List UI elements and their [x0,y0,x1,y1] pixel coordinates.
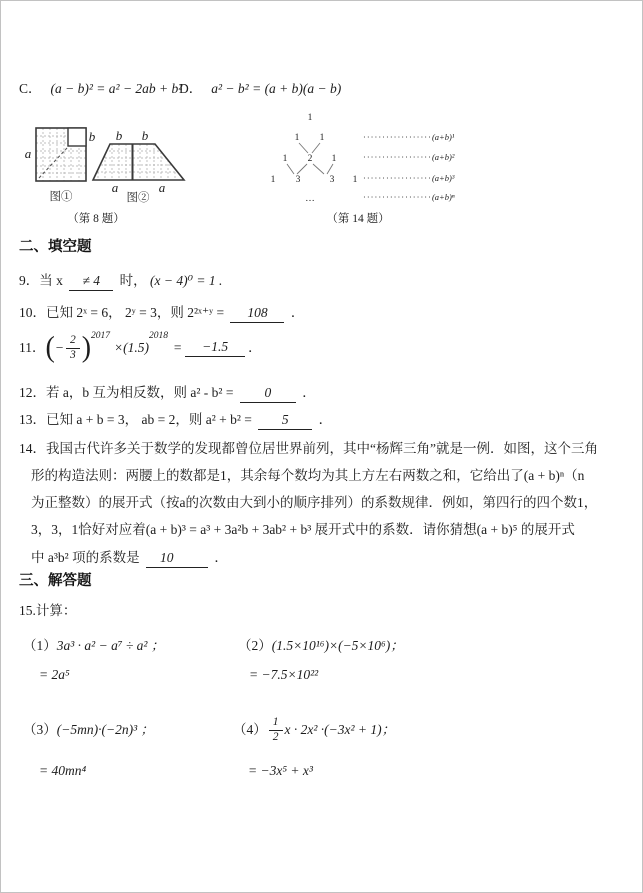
triangle-number: 1 [270,175,276,185]
q15-part3-label: （3） [23,722,57,737]
q12-suffix: ． [302,385,316,400]
option-d-label: D． [179,81,203,96]
triangle-number: 1 [331,154,337,164]
triangle-number: 1 [307,113,313,123]
q14-answer-blank: 10 [146,550,208,568]
q11-suffix: ． [248,339,262,355]
q11-minus: − [54,339,64,355]
q11-exponent-1: 2017 [91,331,111,342]
q14-line5-prefix: 中 a³b² 项的系数是 [31,550,140,565]
q9-formula: (x − 4)⁰ = 1 . [150,273,223,288]
question-12 [19,385,316,403]
q12-answer-blank: 0 [240,385,296,403]
triangle-number: 3 [295,175,301,185]
trap-top-left-label: b [115,128,123,143]
q15-part1-label: （1） [23,638,57,653]
q15-part4-fraction [269,716,283,743]
q15-part2-result: = −7.5×10²² [249,667,319,682]
question-9 [19,273,222,291]
triangle-number: 1 [294,133,300,143]
q10-prefix: 10．已知 2ˣ = 6， 2ʸ = 3，则 2²ˣ⁺ʸ = [19,305,225,320]
q15-part3 [23,722,154,739]
q11-answer-blank: −1.5 [185,339,245,357]
figure-14-triangle [271,113,455,204]
leader-dots: ·················· [363,152,432,162]
trap-top-right-label: b [141,128,149,143]
q11-mid: ×(1.5) [114,339,150,355]
trap-bottom-left-label: a [111,180,119,195]
q13-suffix: ． [318,412,333,427]
leader-row-n [363,192,455,202]
figure-8-caption: （第 8 题） [67,213,125,225]
q15-part4-fraction-denominator: 2 [272,730,279,743]
q13-prefix: 13．已知 a + b = 3， ab = 2，则 a² + b² = [19,412,252,427]
power-label-3: (a+b)³ [431,173,455,183]
option-c-formula: (a − b)² = a² − 2ab + b² [50,81,183,96]
q11-exponent-2: 2018 [149,331,169,342]
q9-prefix: 9．当 x [19,273,63,288]
q12-prefix: 12．若 a，b 互为相反数，则 a² - b² = [19,385,234,400]
question-11 [19,331,262,365]
q14-line-3: 为正整数）的展开式（按a的次数由大到小的顺序排列）的系数规律．例如，第四行的四个数1， [31,495,598,510]
corner-square [68,128,86,146]
triangle-ellipsis: … [305,194,315,204]
option-c-label: C． [19,81,42,96]
leader-row-1 [363,132,455,142]
q15-part2-expression: (1.5×10¹⁶)×(−5×10⁶)； [271,638,404,653]
q15-part4-result: = −3x⁵ + x³ [248,763,313,778]
option-c [19,81,182,98]
q9-answer-blank: ≠ 4 [69,273,113,291]
triangle-number: 1 [352,175,358,185]
triangle-number: 3 [329,175,335,185]
q14-line-2: 形的构造法则：两腰上的数都是1，其余每个数均为其上方左右两数之和，它给出了(a + b)ⁿ（n [31,468,585,483]
leader-dots: ·················· [363,192,432,202]
leader-dots: ·················· [363,132,432,142]
trap-bottom-right-label: a [158,180,166,195]
q15-title: 15.计算： [19,603,77,618]
option-d-formula: a² − b² = (a + b)(a − b) [211,81,342,96]
q15-part4-expression: x · 2x² ·(−3x² + 1)； [284,721,396,737]
section-fill-header: 二、填空题 [19,239,92,255]
trapezoid-outline [93,144,184,180]
leader-row-2 [363,152,455,162]
power-label-1: (a+b)¹ [431,132,455,142]
q15-part4 [233,713,395,747]
q11-equals: = [173,339,183,355]
power-label-n: (a+b)ⁿ [431,192,455,202]
q9-mid: 时， [119,273,147,288]
q11-fraction [66,334,80,361]
power-label-2: (a+b)² [431,152,455,162]
figure1-name: 图① [49,191,73,203]
q14-suffix: ． [214,550,228,565]
question-10 [19,305,304,323]
q10-suffix: ． [290,305,305,320]
q13-answer-blank: 5 [258,412,312,430]
figure-8-square [25,128,96,203]
square-side-label: a [24,146,32,161]
figure-14-caption: （第 14 题） [326,213,390,225]
q14-line-5 [31,550,228,568]
figure2-name: 图② [126,192,150,204]
q15-part2-label: （2） [238,638,272,653]
figure-8-trapezoid [93,128,185,204]
q10-answer-blank: 108 [230,305,284,323]
q11-close-paren: ) [81,331,92,364]
q15-part4-label: （4） [233,721,267,737]
leader-dots: ·················· [363,173,432,183]
triangle-number: 1 [319,133,325,143]
triangle-number: 2 [307,154,313,164]
figures-strip [1,101,643,231]
q15-part3-expression: (−5mn)·(−2n)³ ； [56,722,154,737]
q15-part2 [238,638,404,655]
q11-fraction-denominator: 3 [69,348,76,361]
q15-part1-result: = 2a⁵ [39,667,70,682]
q14-line-4: 3，3，1恰好对应着(a + b)³ = a³ + 3a²b + 3ab² + b³ 展开式中的系数．请你猜想(a + b)⁵ 的展开式 [31,522,575,537]
q15-part1 [23,638,164,655]
q11-open-paren: ( [45,331,55,364]
q14-line-1: 14．我国古代许多关于数学的发现都曾位居世界前列，其中“杨辉三角”就是一例．如图，这个三角 [19,441,598,456]
option-d [179,81,341,98]
q15-part4-fraction-numerator: 1 [269,716,283,730]
section-solve-header: 三、解答题 [19,573,92,589]
question-13 [19,412,332,430]
q15-part1-expression: 3a³ · a² − a⁷ ÷ a² ； [56,638,165,653]
leader-row-3 [363,173,455,183]
q11-fraction-numerator: 2 [66,334,80,348]
q15-part3-result: = 40mn⁴ [39,763,87,778]
corner-square-label: b [88,129,96,144]
triangle-number: 1 [282,154,288,164]
q11-number: 11． [19,339,46,355]
